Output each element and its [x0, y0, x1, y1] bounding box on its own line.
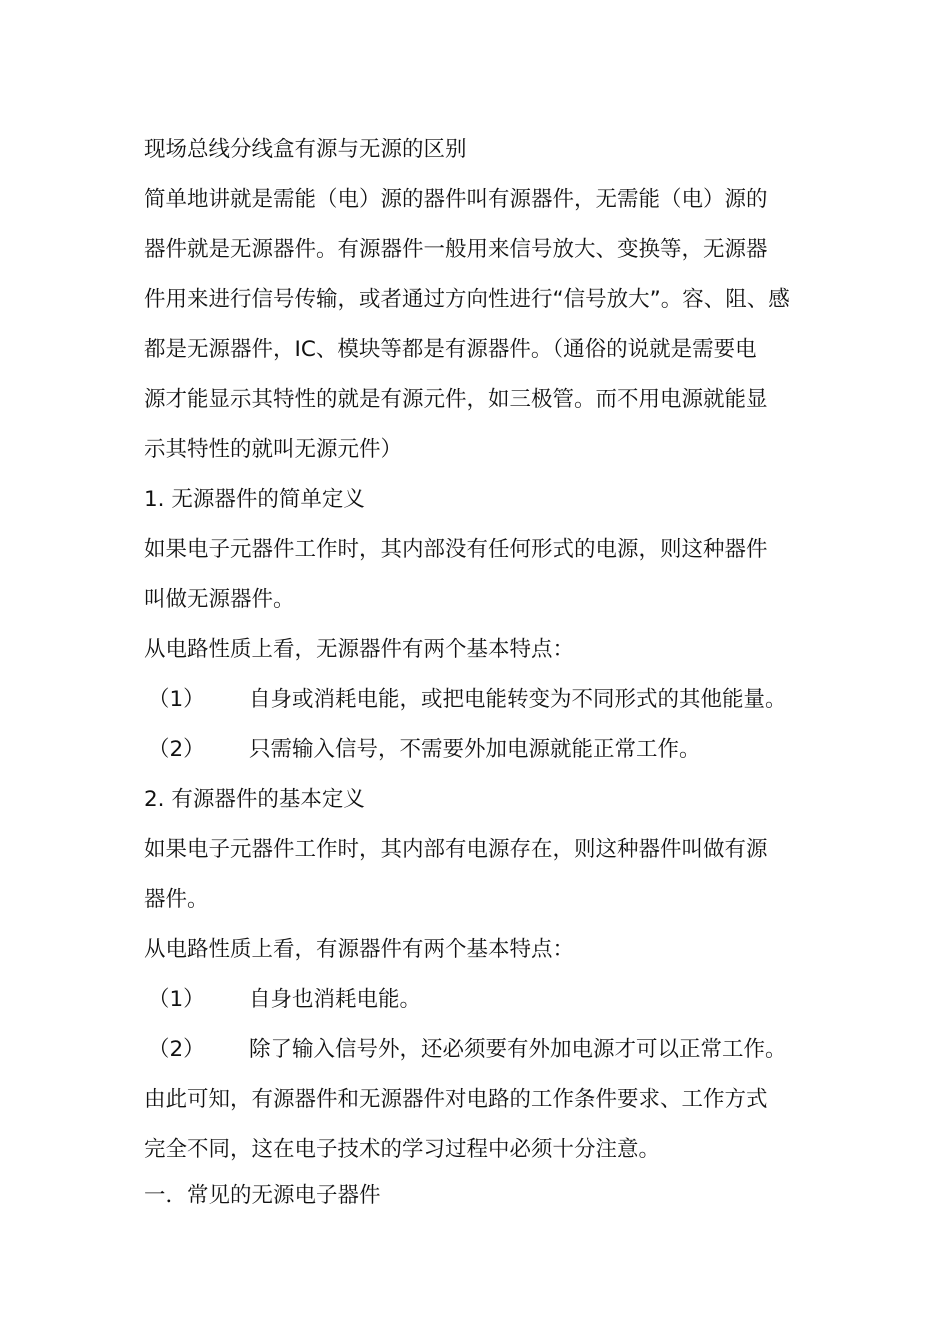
paragraph-line: 叫做无源器件。	[144, 587, 295, 612]
lead-line: 从电路性质上看，无源器件有两个基本特点：	[144, 637, 575, 662]
conclusion-line: 由此可知，有源器件和无源器件对电路的工作条件要求、工作方式	[144, 1087, 768, 1112]
intro-line: 都是无源器件，IC、模块等都是有源器件。（通俗的说就是需要电	[144, 337, 757, 362]
list-marker: （1）	[148, 687, 205, 712]
paragraph-line: 如果电子元器件工作时，其内部没有任何形式的电源，则这种器件	[144, 537, 768, 562]
list-item: 除了输入信号外，还必须要有外加电源才可以正常工作。	[249, 1037, 787, 1062]
section-heading: 一．常见的无源电子器件	[144, 1183, 381, 1208]
intro-line: 示其特性的就叫无源元件）	[144, 437, 403, 462]
list-marker: （2）	[148, 1037, 205, 1062]
paragraph-line: 如果电子元器件工作时，其内部有电源存在，则这种器件叫做有源	[144, 837, 768, 862]
paragraph-line: 器件。	[144, 887, 209, 912]
list-item: 只需输入信号，不需要外加电源就能正常工作。	[249, 737, 701, 762]
list-item: 自身或消耗电能，或把电能转变为不同形式的其他能量。	[249, 687, 787, 712]
section-heading: 1. 无源器件的简单定义	[144, 487, 365, 512]
list-item: 自身也消耗电能。	[249, 987, 422, 1012]
list-marker: （1）	[148, 987, 205, 1012]
conclusion-line: 完全不同，这在电子技术的学习过程中必须十分注意。	[144, 1137, 661, 1162]
list-marker: （2）	[148, 737, 205, 762]
intro-line: 源才能显示其特性的就是有源元件，如三极管。而不用电源就能显	[144, 387, 768, 412]
intro-line: 简单地讲就是需能（电）源的器件叫有源器件，无需能（电）源的	[144, 187, 768, 212]
lead-line: 从电路性质上看，有源器件有两个基本特点：	[144, 937, 575, 962]
document-title: 现场总线分线盒有源与无源的区别	[144, 137, 467, 162]
intro-line: 件用来进行信号传输，或者通过方向性进行“信号放大”。容、阻、感	[144, 287, 790, 312]
intro-line: 器件就是无源器件。有源器件一般用来信号放大、变换等，无源器	[144, 237, 768, 262]
section-heading: 2. 有源器件的基本定义	[144, 787, 365, 812]
